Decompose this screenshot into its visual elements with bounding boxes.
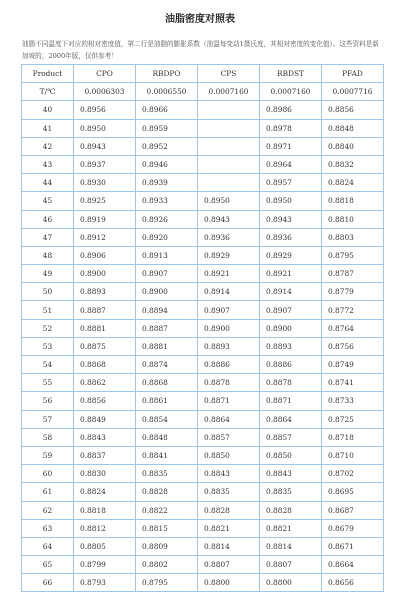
density-cell: 0.8824 (74, 483, 136, 501)
density-cell: 0.8881 (74, 319, 136, 337)
density-cell: 0.8936 (260, 228, 322, 246)
temperature-cell: 52 (22, 319, 74, 337)
density-cell: 0.8900 (74, 265, 136, 283)
density-cell: 0.8835 (136, 465, 198, 483)
density-cell: 0.8843 (74, 428, 136, 446)
table-row (22, 174, 384, 192)
density-cell: 0.8966 (136, 101, 198, 119)
density-cell: 0.8857 (198, 428, 260, 446)
table-row (22, 319, 384, 337)
density-cell: 0.8926 (136, 210, 198, 228)
density-cell: 0.8835 (260, 483, 322, 501)
column-header-rbdst: RBDST (260, 65, 322, 83)
density-cell: 0.8920 (136, 228, 198, 246)
density-cell: 0.8864 (260, 410, 322, 428)
density-cell: 0.8933 (136, 192, 198, 210)
density-table (21, 64, 384, 592)
density-cell: 0.8824 (322, 174, 384, 192)
column-header-pfad: PFAD (322, 65, 384, 83)
expansion-coefficient-row (22, 83, 384, 101)
density-cell: 0.8906 (74, 246, 136, 264)
temperature-cell: 40 (22, 101, 74, 119)
table-row (22, 519, 384, 537)
density-cell: 0.8821 (198, 519, 260, 537)
table-row (22, 374, 384, 392)
density-cell: 0.8656 (322, 574, 384, 592)
density-cell: 0.8957 (260, 174, 322, 192)
density-cell: 0.8913 (136, 246, 198, 264)
density-cell: 0.8787 (322, 265, 384, 283)
density-cell: 0.8864 (198, 410, 260, 428)
table-row (22, 101, 384, 119)
density-cell: 0.8862 (74, 374, 136, 392)
temperature-cell: 47 (22, 228, 74, 246)
expansion-coefficient-cell: 0.0007716 (322, 83, 384, 101)
density-cell: 0.8914 (260, 283, 322, 301)
density-cell: 0.8799 (74, 556, 136, 574)
density-cell: 0.8756 (322, 337, 384, 355)
density-cell: 0.8886 (260, 356, 322, 374)
temperature-cell: 48 (22, 246, 74, 264)
density-cell: 0.8850 (198, 446, 260, 464)
table-row (22, 410, 384, 428)
temperature-cell: 44 (22, 174, 74, 192)
temperature-cell: 60 (22, 465, 74, 483)
temperature-cell: 55 (22, 374, 74, 392)
table-row (22, 337, 384, 355)
intro-paragraph: 油脂不同温度下对应的相对密度值，第二行是油脂的膨胀系数（油温每变动1摄氏度，其相对密度的变化值）。这些资料是新加坡的，2000年版，仅供参考！ (22, 40, 379, 60)
table-row (22, 137, 384, 155)
density-cell: 0.8671 (322, 537, 384, 555)
density-cell: 0.8925 (74, 192, 136, 210)
table-row (22, 465, 384, 483)
density-cell: 0.8950 (260, 192, 322, 210)
density-cell: 0.8815 (136, 519, 198, 537)
density-cell: 0.8921 (260, 265, 322, 283)
density-cell: 0.8929 (260, 246, 322, 264)
density-cell: 0.8810 (322, 210, 384, 228)
density-cell: 0.8807 (198, 556, 260, 574)
density-cell: 0.8939 (136, 174, 198, 192)
table-row (22, 446, 384, 464)
density-cell: 0.8854 (136, 410, 198, 428)
expansion-coefficient-cell: 0.0006550 (136, 83, 198, 101)
density-cell: 0.8937 (74, 155, 136, 173)
temperature-cell: 54 (22, 356, 74, 374)
density-cell: 0.8814 (198, 537, 260, 555)
density-cell (198, 101, 260, 119)
density-cell: 0.8894 (136, 301, 198, 319)
expansion-coefficient-cell: 0.0007160 (198, 83, 260, 101)
temperature-cell: 45 (22, 192, 74, 210)
expansion-coefficient-cell: 0.0007160 (260, 83, 322, 101)
density-cell: 0.8857 (260, 428, 322, 446)
density-cell: 0.8861 (136, 392, 198, 410)
density-cell: 0.8800 (198, 574, 260, 592)
table-row (22, 119, 384, 137)
temperature-cell: 62 (22, 501, 74, 519)
table-row (22, 228, 384, 246)
density-cell: 0.8893 (260, 337, 322, 355)
density-cell: 0.8805 (74, 537, 136, 555)
density-cell: 0.8856 (322, 101, 384, 119)
temperature-cell: 49 (22, 265, 74, 283)
density-cell: 0.8828 (198, 501, 260, 519)
density-cell: 0.8871 (260, 392, 322, 410)
column-header-rbdpo: RBDPO (136, 65, 198, 83)
density-cell: 0.8952 (136, 137, 198, 155)
temperature-cell: 59 (22, 446, 74, 464)
density-cell: 0.8943 (198, 210, 260, 228)
density-cell: 0.8828 (260, 501, 322, 519)
density-cell: 0.8850 (260, 446, 322, 464)
density-cell: 0.8893 (198, 337, 260, 355)
density-cell: 0.8868 (74, 356, 136, 374)
table-row (22, 428, 384, 446)
density-cell: 0.8809 (136, 537, 198, 555)
density-cell: 0.8822 (136, 501, 198, 519)
temperature-cell: 58 (22, 428, 74, 446)
expansion-coefficient-cell: 0.0006303 (74, 83, 136, 101)
density-cell: 0.8964 (260, 155, 322, 173)
density-cell: 0.8837 (74, 446, 136, 464)
density-cell: 0.8971 (260, 137, 322, 155)
density-cell: 0.8930 (74, 174, 136, 192)
table-row (22, 556, 384, 574)
density-cell: 0.8779 (322, 283, 384, 301)
density-cell: 0.8832 (322, 155, 384, 173)
density-cell: 0.8725 (322, 410, 384, 428)
density-cell: 0.8828 (136, 483, 198, 501)
table-row (22, 392, 384, 410)
density-cell: 0.8943 (260, 210, 322, 228)
column-header-cpo: CPO (74, 65, 136, 83)
table-row (22, 356, 384, 374)
density-cell: 0.8950 (198, 192, 260, 210)
density-cell: 0.8907 (198, 301, 260, 319)
density-cell: 0.8830 (74, 465, 136, 483)
table-row (22, 537, 384, 555)
temperature-cell: 63 (22, 519, 74, 537)
density-cell: 0.8840 (322, 137, 384, 155)
density-cell: 0.8986 (260, 101, 322, 119)
density-cell: 0.8814 (260, 537, 322, 555)
density-cell: 0.8795 (322, 246, 384, 264)
page-title: 油脂密度对照表 (165, 14, 235, 25)
density-cell: 0.8887 (74, 301, 136, 319)
density-cell: 0.8679 (322, 519, 384, 537)
density-cell: 0.8893 (74, 283, 136, 301)
density-cell: 0.8718 (322, 428, 384, 446)
table-row (22, 283, 384, 301)
density-cell: 0.8843 (260, 465, 322, 483)
density-cell (198, 137, 260, 155)
density-cell: 0.8849 (74, 410, 136, 428)
temperature-cell: 57 (22, 410, 74, 428)
density-cell: 0.8702 (322, 465, 384, 483)
density-cell: 0.8741 (322, 374, 384, 392)
density-cell: 0.8887 (136, 319, 198, 337)
density-cell: 0.8695 (322, 483, 384, 501)
density-cell: 0.8886 (198, 356, 260, 374)
density-cell: 0.8664 (322, 556, 384, 574)
density-cell: 0.8900 (260, 319, 322, 337)
density-cell: 0.8800 (260, 574, 322, 592)
density-cell: 0.8875 (74, 337, 136, 355)
density-cell: 0.8900 (136, 283, 198, 301)
temperature-cell: 64 (22, 537, 74, 555)
density-cell: 0.8868 (136, 374, 198, 392)
density-cell: 0.8936 (198, 228, 260, 246)
density-cell: 0.8919 (74, 210, 136, 228)
table-row (22, 574, 384, 592)
temperature-cell: 56 (22, 392, 74, 410)
density-cell: 0.8871 (198, 392, 260, 410)
density-cell: 0.8878 (260, 374, 322, 392)
density-cell: 0.8946 (136, 155, 198, 173)
density-cell: 0.8914 (198, 283, 260, 301)
table-row (22, 301, 384, 319)
density-cell: 0.8921 (198, 265, 260, 283)
temperature-cell: 46 (22, 210, 74, 228)
temperature-cell: 41 (22, 119, 74, 137)
table-row (22, 501, 384, 519)
temperature-cell: 43 (22, 155, 74, 173)
density-cell: 0.8821 (260, 519, 322, 537)
unit-label-cell: T/℃ (22, 83, 74, 101)
density-cell: 0.8848 (322, 119, 384, 137)
density-cell: 0.8802 (136, 556, 198, 574)
density-cell (198, 155, 260, 173)
density-cell: 0.8795 (136, 574, 198, 592)
density-cell (198, 174, 260, 192)
density-cell: 0.8878 (198, 374, 260, 392)
table-row (22, 210, 384, 228)
density-cell: 0.8943 (74, 137, 136, 155)
density-cell: 0.8881 (136, 337, 198, 355)
density-cell: 0.8710 (322, 446, 384, 464)
table-row (22, 246, 384, 264)
temperature-cell: 65 (22, 556, 74, 574)
temperature-cell: 42 (22, 137, 74, 155)
temperature-cell: 50 (22, 283, 74, 301)
table-row (22, 192, 384, 210)
density-cell: 0.8929 (198, 246, 260, 264)
density-cell: 0.8978 (260, 119, 322, 137)
table-row (22, 483, 384, 501)
density-cell: 0.8950 (74, 119, 136, 137)
density-cell: 0.8818 (322, 192, 384, 210)
density-cell: 0.8818 (74, 501, 136, 519)
density-cell: 0.8807 (260, 556, 322, 574)
temperature-cell: 51 (22, 301, 74, 319)
density-cell: 0.8848 (136, 428, 198, 446)
density-cell: 0.8912 (74, 228, 136, 246)
table-row (22, 265, 384, 283)
table-row (22, 155, 384, 173)
density-cell: 0.8733 (322, 392, 384, 410)
density-cell: 0.8843 (198, 465, 260, 483)
header-row (22, 65, 384, 83)
density-cell: 0.8793 (74, 574, 136, 592)
temperature-cell: 61 (22, 483, 74, 501)
density-cell: 0.8764 (322, 319, 384, 337)
density-cell: 0.8900 (198, 319, 260, 337)
density-cell: 0.8749 (322, 356, 384, 374)
density-cell: 0.8959 (136, 119, 198, 137)
density-cell: 0.8907 (260, 301, 322, 319)
column-header-product: Product (22, 65, 74, 83)
density-cell: 0.8856 (74, 392, 136, 410)
density-cell: 0.8841 (136, 446, 198, 464)
temperature-cell: 53 (22, 337, 74, 355)
column-header-cps: CPS (198, 65, 260, 83)
density-cell: 0.8687 (322, 501, 384, 519)
density-cell: 0.8803 (322, 228, 384, 246)
density-cell: 0.8874 (136, 356, 198, 374)
density-cell: 0.8956 (74, 101, 136, 119)
density-cell (198, 119, 260, 137)
density-cell: 0.8907 (136, 265, 198, 283)
density-cell: 0.8812 (74, 519, 136, 537)
density-cell: 0.8835 (198, 483, 260, 501)
density-cell: 0.8772 (322, 301, 384, 319)
temperature-cell: 66 (22, 574, 74, 592)
